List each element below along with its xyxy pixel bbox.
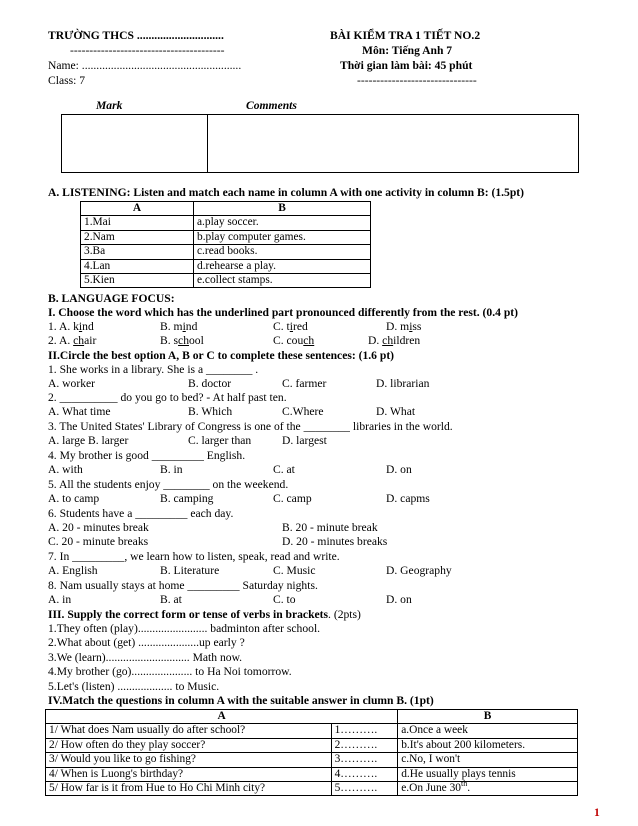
- option-c: C. camp: [273, 492, 312, 505]
- table-row: [81, 230, 371, 244]
- activity-cell: e.collect stamps.: [194, 274, 371, 288]
- activity-cell: a.play soccer.: [194, 216, 371, 230]
- table-row: [46, 782, 578, 796]
- verb-item: 4.My brother (go)..................... to Ha Noi tomorrow.: [48, 665, 292, 678]
- mark-divider: [207, 115, 208, 172]
- option-c: C. to: [273, 593, 296, 606]
- mc-options: [48, 535, 608, 550]
- option-d: D.: [368, 334, 383, 347]
- mc-question-text: 2. __________ do you go to bed? - At half past ten.: [48, 391, 287, 404]
- option-d: D. 20 - minutes breaks: [282, 535, 388, 548]
- question-cell: 5/ How far is it from Hue to Ho Chi Minh city?: [46, 782, 332, 796]
- option-rest: ool: [189, 334, 204, 347]
- verb-item: 5.Let's (listen) ................... to Music.: [48, 680, 220, 693]
- underlined-part: ch: [178, 334, 189, 347]
- answer-cell: a.Once a week: [398, 724, 578, 738]
- option-b: B. doctor: [188, 377, 232, 390]
- table-row: [81, 259, 371, 273]
- part3-title: III. Supply the correct form or tense of verbs in brackets. (2pts): [48, 608, 361, 621]
- mc-question-text: 3. The United States' Library of Congress is one of the ________ libraries in the world.: [48, 420, 453, 433]
- option-a: A. large B. larger: [48, 434, 129, 447]
- mc-options: [48, 377, 608, 392]
- subject: Môn: Tiếng Anh 7: [362, 44, 453, 57]
- student-name-field: Name: .......................................................: [48, 59, 242, 72]
- option-a: A. What time: [48, 405, 111, 418]
- mc-options: [48, 593, 608, 608]
- blank-cell: 4……….: [331, 767, 398, 781]
- mc-question-text: 4. My brother is good _________ English.: [48, 449, 246, 462]
- mark-comments-box: [61, 114, 579, 173]
- page-number: 1: [594, 806, 600, 819]
- option-d: D. librarian: [376, 377, 430, 390]
- answer-cell: c.No, I won't: [398, 753, 578, 767]
- option-c: C. t: [273, 320, 290, 333]
- blank-cell: 5……….: [331, 782, 398, 796]
- name-cell: 4.Lan: [81, 259, 194, 273]
- duration-underline: -------------------------------: [357, 74, 477, 87]
- table-row: [81, 274, 371, 288]
- option-rest: air: [84, 334, 97, 347]
- option-d: D. What: [376, 405, 416, 418]
- activity-cell: b.play computer games.: [194, 230, 371, 244]
- mc-options: [48, 405, 608, 420]
- match-col-a-header: A: [46, 710, 398, 724]
- option-c: C. at: [273, 463, 295, 476]
- mark-label: Mark: [96, 99, 123, 112]
- option-c: C. larger than: [188, 434, 252, 447]
- underlined-part: i: [289, 320, 293, 333]
- question-cell: 3/ Would you like to go fishing?: [46, 753, 332, 767]
- option-b: B. at: [160, 593, 182, 606]
- option-rest: ildren: [393, 334, 421, 347]
- school-underline: ----------------------------------------: [70, 44, 225, 57]
- option-b: B. m: [160, 320, 183, 333]
- verb-item: 1.They often (play)........................ badminton after school.: [48, 622, 321, 635]
- question-cell: 2/ How often do they play soccer?: [46, 738, 332, 752]
- option-d: D. m: [386, 320, 410, 333]
- option-d: D. on: [386, 593, 412, 606]
- test-title: BÀI KIỂM TRA 1 TIẾT NO.2: [330, 29, 481, 42]
- question-cell: 4/ When is Luong's birthday?: [46, 767, 332, 781]
- part1-title: I. Choose the word which has the underlined part pronounced differently from the rest. (0.4 pt): [48, 306, 518, 319]
- mc-options: [48, 564, 608, 579]
- mc-options: [48, 434, 608, 449]
- question-cell: 1/ What does Nam usually do after school?: [46, 724, 332, 738]
- answer-cell: b.It's about 200 kilometers.: [398, 738, 578, 752]
- option-d: D. largest: [282, 434, 327, 447]
- option-b: B. 20 - minute break: [282, 521, 378, 534]
- option-rest: red: [293, 320, 308, 333]
- comments-label: Comments: [246, 99, 297, 112]
- col-a-header: A: [81, 202, 194, 216]
- option-d: D. Geography: [386, 564, 452, 577]
- option-d: D. on: [386, 463, 412, 476]
- mc-question-text: 8. Nam usually stays at home _________ Saturday nights.: [48, 579, 318, 592]
- match-col-b-header: B: [398, 710, 578, 724]
- option-a: A. 20 - minutes break: [48, 521, 149, 534]
- option-b: B. camping: [160, 492, 214, 505]
- option-a: A. worker: [48, 377, 96, 390]
- underlined-part: i: [409, 320, 413, 333]
- class-field: Class: 7: [48, 74, 86, 87]
- col-b-header: B: [194, 202, 371, 216]
- option-b: B. s: [160, 334, 179, 347]
- option-c: C. cou: [273, 334, 304, 347]
- table-row: [46, 724, 578, 738]
- answer-cell: e.On June 30th.: [398, 782, 578, 796]
- section-a-title: A. LISTENING: Listen and match each name in column A with one activity in column B: (1.5pt): [48, 186, 525, 199]
- underlined-part: ch: [382, 334, 394, 347]
- table-row: [46, 767, 578, 781]
- blank-cell: 2……….: [331, 738, 398, 752]
- blank-cell: 1……….: [331, 724, 398, 738]
- part4-title: IV.Match the questions in column A with the suitable answer in clumn B. (1pt): [48, 694, 434, 707]
- option-a: A. with: [48, 463, 83, 476]
- table-row: [81, 216, 371, 230]
- table-row: [46, 753, 578, 767]
- mc-question-text: 7. In _________, we learn how to listen, speak, read and write.: [48, 550, 340, 563]
- name-cell: 2.Nam: [81, 230, 194, 244]
- school-name: TRƯỜNG THCS ..............................: [48, 29, 224, 42]
- answer-cell: d.He usually plays tennis: [398, 767, 578, 781]
- option-b: B. in: [160, 463, 183, 476]
- option-rest: nd: [82, 320, 94, 333]
- underlined-part: ch: [303, 334, 315, 347]
- option-a: A. English: [48, 564, 98, 577]
- option-d: D. capms: [386, 492, 430, 505]
- mc-question-text: 1. She works in a library. She is a ________ .: [48, 363, 259, 376]
- matching-table: [45, 709, 578, 796]
- mc-question-text: 5. All the students enjoy ________ on the weekend.: [48, 478, 289, 491]
- activity-cell: d.rehearse a play.: [194, 259, 371, 273]
- option-rest: nd: [185, 320, 198, 333]
- table-row: [46, 738, 578, 752]
- underlined-part: ch: [73, 334, 85, 347]
- mc-question-text: 6. Students have a _________ each day.: [48, 507, 234, 520]
- table-row: [81, 245, 371, 259]
- mc-options: [48, 521, 608, 536]
- name-cell: 3.Ba: [81, 245, 194, 259]
- verb-item: 2.What about (get) .....................up early ?: [48, 636, 245, 649]
- option-a: 2. A.: [48, 334, 74, 347]
- pron-question-2: [48, 334, 608, 349]
- mc-options: [48, 492, 608, 507]
- option-a: A. to camp: [48, 492, 100, 505]
- mc-options: [48, 463, 608, 478]
- option-a: A. in: [48, 593, 72, 606]
- pron-question-1: [48, 320, 608, 335]
- option-b: B. Literature: [160, 564, 220, 577]
- option-c: C.Where: [282, 405, 324, 418]
- option-b: B. Which: [188, 405, 233, 418]
- underlined-part: i: [78, 320, 83, 333]
- verb-item: 3.We (learn)............................. Math now.: [48, 651, 243, 664]
- option-rest: ss: [412, 320, 422, 333]
- name-cell: 1.Mai: [81, 216, 194, 230]
- duration: Thời gian làm bài: 45 phút: [340, 59, 473, 72]
- listening-table: [80, 201, 371, 288]
- blank-cell: 3……….: [331, 753, 398, 767]
- underlined-part: i: [182, 320, 186, 333]
- activity-cell: c.read books.: [194, 245, 371, 259]
- option-c: C. Music: [273, 564, 316, 577]
- part2-title: II.Circle the best option A, B or C to complete these sentences: (1.6 pt): [48, 349, 395, 362]
- section-b-title: B. LANGUAGE FOCUS:: [48, 292, 175, 305]
- name-cell: 5.Kien: [81, 274, 194, 288]
- option-a: 1. A. k: [48, 320, 79, 333]
- option-c: C. 20 - minute breaks: [48, 535, 149, 548]
- option-c: C. farmer: [282, 377, 327, 390]
